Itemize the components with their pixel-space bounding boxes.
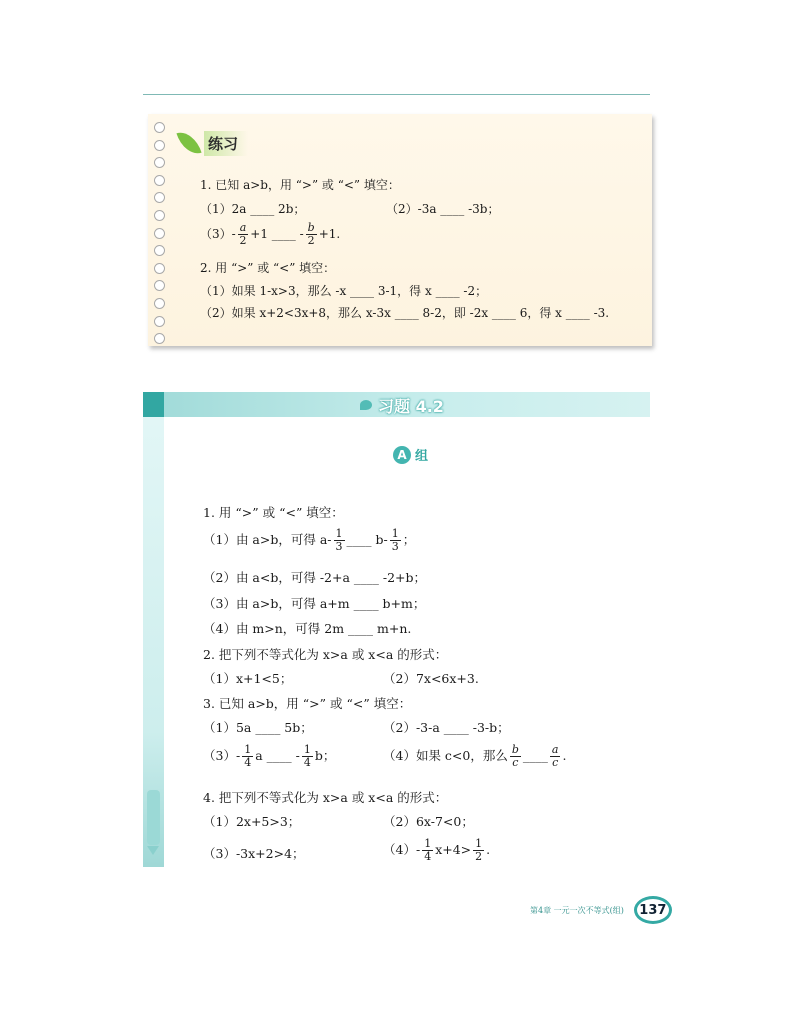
practice-heading (180, 128, 248, 158)
ring-icon (154, 298, 165, 309)
ex-q3-3 (203, 744, 335, 769)
ex-q4-3: （3）-3x+2>4； (203, 846, 305, 861)
fraction (390, 528, 401, 553)
fraction (473, 838, 484, 863)
ex-q3-4-a: （4）如果 c<0，那么 (383, 748, 508, 763)
ring-icon (154, 210, 165, 221)
fraction (510, 744, 521, 769)
exercise-title: 习题 4.2 (378, 396, 444, 416)
frac-numerator: 1 (303, 743, 311, 756)
page-footer (530, 896, 672, 924)
ex-q1-4: （4）由 m>n，可得 2m ____ m+n. (203, 621, 412, 636)
ring-icon (154, 316, 165, 327)
binder-rings (154, 122, 168, 351)
ring-icon (154, 122, 165, 133)
fraction (422, 838, 433, 863)
ring-icon (154, 157, 165, 168)
fraction (238, 222, 249, 247)
fraction (242, 744, 253, 769)
frac-denominator: 2 (239, 234, 247, 247)
q1-3-mid: +1 ____ - (250, 227, 304, 241)
frac-numerator: a (239, 221, 247, 234)
practice-q2-stem: 2. 用 “>” 或 “<” 填空： (200, 261, 336, 275)
drop-icon (360, 400, 372, 410)
practice-q1-1: （1）2a ____ 2b； (200, 202, 306, 216)
ex-q1-stem: 1. 用 “>” 或 “<” 填空： (203, 505, 344, 520)
frac-denominator: c (552, 756, 559, 769)
frac-denominator: c (512, 756, 519, 769)
practice-q1-3 (200, 222, 340, 247)
ex-q3-4-end: . (562, 748, 567, 763)
fraction (550, 744, 561, 769)
ex-q3-4 (383, 744, 566, 769)
ex-q3-3-b: a ____ - (255, 748, 300, 763)
fraction (302, 744, 313, 769)
practice-q1-stem: 1. 已知 a>b，用 “>” 或 “<” 填空： (200, 178, 400, 192)
down-arrow-icon (147, 846, 159, 855)
ex-q3-3-end: b； (314, 748, 336, 763)
ex-q1-1-a: （1）由 a>b，可得 a- (203, 532, 332, 547)
practice-q2-1: （1）如果 1-x>3，那么 -x ____ 3-1，得 x ____ -2； (200, 284, 488, 298)
ex-q3-3-a: （3）- (203, 748, 241, 763)
ex-q4-4 (383, 838, 490, 863)
ring-icon (154, 245, 165, 256)
ex-q4-2: （2）6x-7<0； (383, 814, 474, 829)
ex-q2-1: （1）x+1<5； (203, 671, 293, 686)
ex-q2-stem: 2. 把下列不等式化为 x>a 或 x<a 的形式： (203, 647, 448, 662)
group-a-heading (393, 445, 428, 464)
page-number: 137 (634, 896, 672, 924)
exercise-header-square (143, 392, 164, 417)
practice-title: 练习 (204, 131, 248, 156)
frac-numerator: b (307, 221, 315, 234)
q1-3-left: （3）- (200, 227, 236, 241)
ex-q1-1-b: ____ b- (346, 532, 388, 547)
ring-icon (154, 192, 165, 203)
ex-q3-4-mid: ____ (522, 748, 548, 763)
ring-icon (154, 228, 165, 239)
ex-q3-stem: 3. 已知 a>b，用 “>” 或 “<” 填空： (203, 696, 412, 711)
ring-icon (154, 280, 165, 291)
frac-numerator: a (551, 743, 559, 756)
q1-3-end: +1. (318, 227, 341, 241)
frac-numerator: 1 (244, 743, 252, 756)
frac-denominator: 2 (475, 850, 483, 863)
ex-q1-2: （2）由 a<b，可得 -2+a ____ -2+b； (203, 570, 427, 585)
ring-icon (154, 140, 165, 151)
frac-numerator: 1 (335, 527, 343, 540)
ring-icon (154, 175, 165, 186)
ring-icon (154, 333, 165, 344)
ex-q1-1 (203, 528, 415, 553)
ex-q1-3: （3）由 a>b，可得 a+m ____ b+m； (203, 596, 426, 611)
ex-q4-stem: 4. 把下列不等式化为 x>a 或 x<a 的形式： (203, 790, 448, 805)
ex-q3-2: （2）-3-a ____ -3-b； (383, 720, 510, 735)
ex-q2-2: （2）7x<6x+3. (383, 671, 479, 686)
frac-denominator: 2 (307, 234, 315, 247)
frac-denominator: 4 (303, 756, 311, 769)
ex-q1-1-end: ； (402, 532, 416, 547)
frac-denominator: 4 (424, 850, 432, 863)
frac-denominator: 3 (335, 540, 343, 553)
frac-denominator: 3 (391, 540, 399, 553)
frac-numerator: 1 (424, 837, 432, 850)
frac-numerator: b (511, 743, 519, 756)
exercise-heading (360, 394, 444, 416)
group-badge: A (393, 446, 411, 464)
top-rule (143, 94, 650, 95)
ex-q4-1: （1）2x+5>3； (203, 814, 301, 829)
group-label: 组 (415, 449, 429, 464)
practice-q2-2: （2）如果 x+2<3x+8，那么 x-3x ____ 8-2，即 -2x ____ 6，得 x ____ -3. (200, 306, 610, 320)
leaf-icon (176, 128, 201, 158)
side-knob (147, 790, 160, 845)
frac-numerator: 1 (475, 837, 483, 850)
ex-q3-1: （1）5a ____ 5b； (203, 720, 313, 735)
frac-numerator: 1 (391, 527, 399, 540)
fraction (334, 528, 345, 553)
chapter-label: 第4章 一元一次不等式(组) (530, 905, 624, 915)
ex-q4-4-b: x+4> (435, 842, 472, 857)
ring-icon (154, 263, 165, 274)
practice-q1-2: （2）-3a ____ -3b； (386, 202, 500, 216)
ex-q4-4-a: （4）- (383, 842, 421, 857)
fraction (306, 222, 317, 247)
ex-q4-4-end: . (486, 842, 491, 857)
practice-box (148, 114, 652, 346)
frac-denominator: 4 (244, 756, 252, 769)
